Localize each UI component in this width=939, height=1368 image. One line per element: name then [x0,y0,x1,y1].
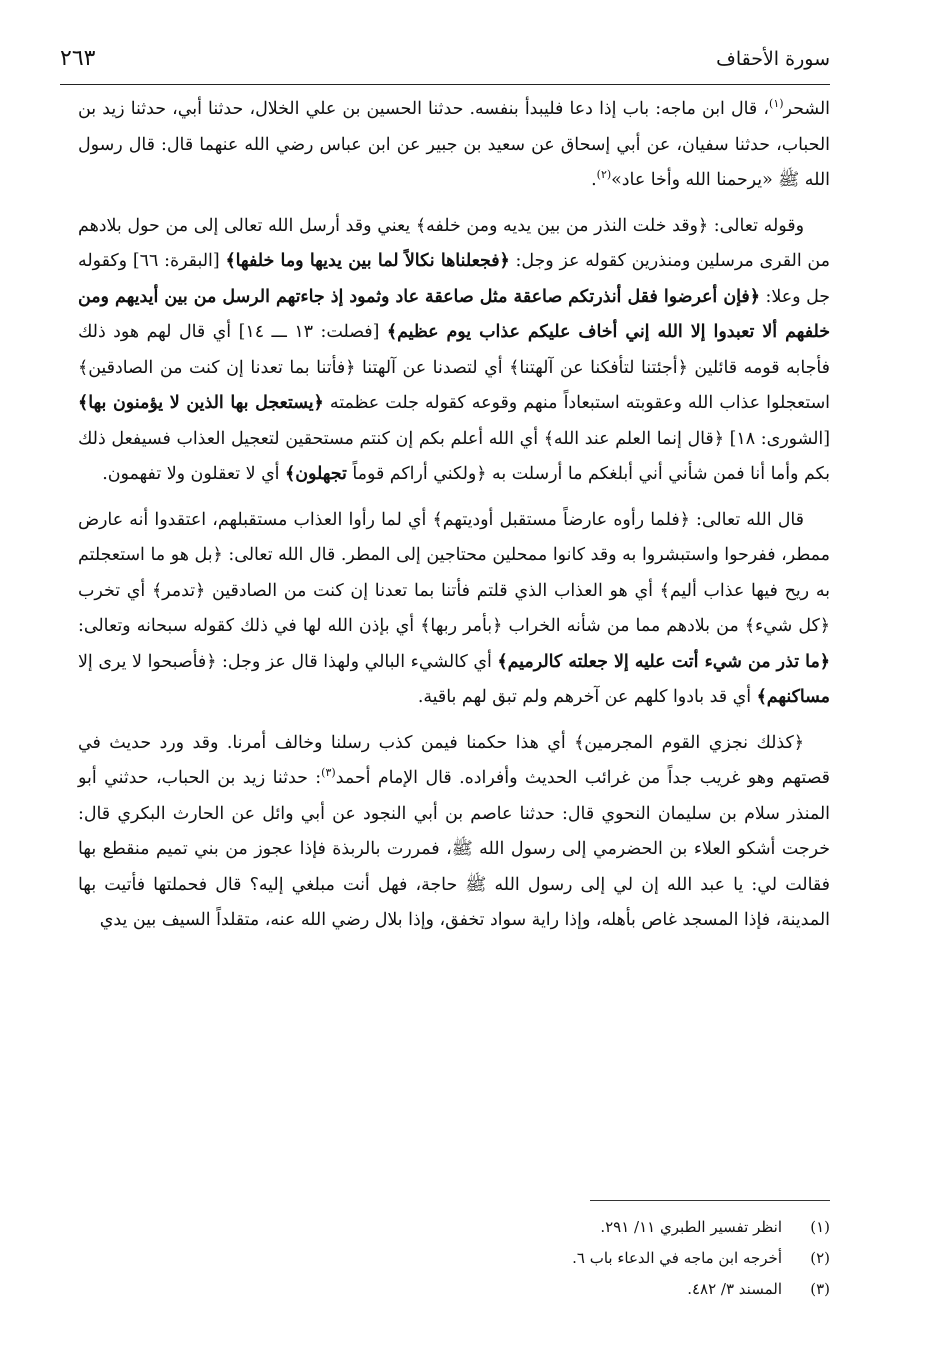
p2-verse-3: ﴿يستعجل بها الذين لا يؤمنون بها﴾ [78,393,324,413]
footnote-3-number: (٣) [810,1280,830,1298]
paragraph-2 [78,209,830,493]
footnote-1 [78,1212,830,1243]
footnote-ref-1: (١) [769,97,784,111]
paragraph-1 [78,92,830,199]
footnotes [78,1212,830,1305]
page-number: ٢٦٣ [60,46,96,71]
surah-title: سورة الأحقاف [716,48,830,70]
p1-text-c: . [591,170,597,190]
paragraph-3 [78,503,830,716]
p1-text-b: ، قال ابن ماجه: باب إذا دعا فليبدأ بنفسه. حدثنا الحسين بن علي الخلال، حدثنا أبي، حدثنا زيد بن الحباب، حدثنا سفيان، عن أبي إسحاق عن سعيد بن جبير عن ابن عباس رضي الله عنهما قال: قال رسول الله ﷺ «يرحمنا الله وأخا عاد» [78,99,830,190]
footnote-ref-3: (٣) [321,766,336,780]
footnote-2 [78,1243,830,1274]
p2-text-1: وقوله تعالى: ﴿وقد خلت النذر من بين يديه ومن خلفه﴾ يعني وقد أرسل الله تعالى إلى من حول بلادهم من القرى مرسلين ومنذرين كقوله عز وجل: [78,215,830,271]
p2-text-2: [البقرة: ٦٦] وكقوله جل وعلا: [78,251,830,307]
footnote-rule [590,1200,830,1201]
p2-verse-1: ﴿فجعلناها نكالاً لما بين يديها وما خلفها﴾ [225,251,510,271]
p3-text-3: أي قد بادوا كلهم عن آخرهم ولم تبق لهم باقية. [417,687,757,707]
p4-text-2: : حدثنا زيد بن الحباب، حدثني أبو المنذر سلام بن سليمان النحوي قال: حدثنا عاصم بن أبي النجود عن أبي وائل عن الحارث البكري قال: خرجت أشكو العلاء بن الحضرمي إلى رسول الله ﷺ، فمررت بالربذة فإذا عجوز من بني تميم منقطع بها فقالت لي: يا عبد الله إن لي إلى رسول الله ﷺ حاجة، فهل أنت مبلغي إليه؟ قال فحملتها فأتيت بها المدينة، فإذا المسجد غاص بأهله، وإذا راية سواد تخفق، وإذا بلال رضي الله عنه، متقلداً السيف بين يدي [78,768,830,930]
p2-verse-4: تجهلون﴾ [285,464,347,484]
p2-verse-2: ﴿فإن أعرضوا فقل أنذرتكم صاعقة مثل صاعقة عاد وثمود إذ جاءتهم الرسل من بين أيديهم ومن خلفهم ألا تعبدوا إلا الله إني أخاف عليكم عذاب يوم عظيم﴾ [78,286,831,342]
p3-verse-2: مساكنهم﴾ [756,687,830,707]
p1-text-a: الشحر [783,99,830,119]
p2-text-3: [فصلت: ١٣ ـــ ١٤] أي قال لهم هود ذلك فأجابه قومه قائلين ﴿أجئتنا لتأفكنا عن آلهتنا﴾ أي لتصدنا عن آلهتنا ﴿فأتنا بما تعدنا إن كنت من الصادقين﴾ استعجلوا عذاب الله وعقوبته استبعاداً منهم وقوعه كقوله جلت عظمته [78,322,830,413]
paragraph-4 [78,726,830,939]
p2-text-5: أي لا تعقلون ولا تفهمون. [102,464,286,484]
main-text [78,92,830,949]
p3-text-1: قال الله تعالى: ﴿فلما رأوه عارضاً مستقبل أوديتهم﴾ أي لما رأوا العذاب مستقبلهم، اعتقدوا أنه عارض ممطر، ففرحوا واستبشروا به وقد كانوا ممحلين محتاجين إلى المطر. قال الله تعالى: ﴿بل هو ما استعجلتم به ريح فيها عذاب أليم﴾ أي هو العذاب الذي قلتم فأتنا بما تعدنا إن كنت من الصادقين ﴿تدمر﴾ أي تخرب ﴿كل شيء﴾ من بلادهم مما من شأنه الخراب ﴿بأمر ربها﴾ أي بإذن الله لها في ذلك كقوله سبحانه وتعالى: [78,509,830,636]
footnote-2-text: أخرجه ابن ماجه في الدعاء باب ٦. [572,1249,782,1267]
p3-text-2: أي كالشيء البالي ولهذا قال عز وجل: ﴿فأصبحوا لا يرى إلا [78,651,498,672]
header-rule [60,84,830,85]
footnote-2-number: (٢) [810,1249,830,1267]
p4-text-1: ﴿كذلك نجزي القوم المجرمين﴾ أي هذا حكمنا فيمن كذب رسلنا وخالف أمرنا. وقد ورد حديث في قصتهم وهو غريب جداً من غرائب الحديث وأفراده. قال الإمام أحمد [78,732,830,788]
footnote-1-text: انظر تفسير الطبري ١١/ ٢٩١. [600,1218,782,1236]
footnote-ref-2: (٢) [596,168,612,182]
p2-text-4: [الشورى: ١٨] ﴿قال إنما العلم عند الله﴾ أي الله أعلم بكم إن كنتم مستحقين لتعجيل العذاب فسيفعل ذلك بكم وأما أنا فمن شأني أني أبلغكم ما أرسلت به ﴿ولكني أراكم قوماً [78,428,831,484]
footnote-3 [78,1274,830,1305]
footnote-1-number: (١) [810,1218,830,1236]
running-header [60,48,830,88]
footnote-3-text: المسند ٣/ ٤٨٢. [687,1280,782,1298]
p3-verse-1: ﴿ما تذر من شيء أتت عليه إلا جعلته كالرميم﴾ [497,651,830,672]
